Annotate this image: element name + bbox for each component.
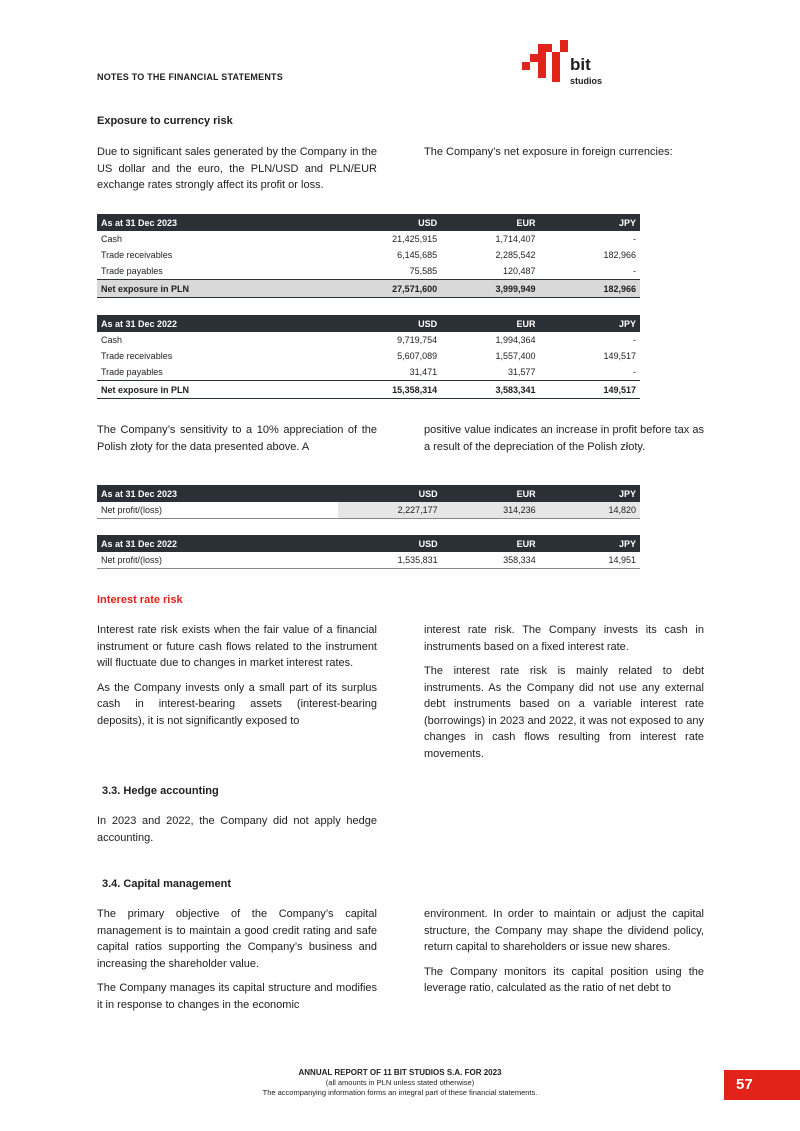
table-cell: 3,583,341: [441, 381, 539, 399]
table-header-cell: As at 31 Dec 2022: [97, 315, 338, 332]
interest-rate-left-text: Interest rate risk exists when the fair value of a financial instrument or future cash flows related to the instrument will fluctuate due to changes in market interest rates. As the Company invests only a small part of its surplus cash in interest-bearing assets (interest-bearing deposits), it is not significantly exposed to: [97, 624, 377, 727]
logo-studios-text: studios: [570, 76, 602, 86]
table-cell: -: [633, 367, 636, 377]
table-cell: 120,487: [502, 266, 536, 276]
table-cell: 27,571,600: [338, 280, 441, 298]
table-cell: 75,585: [409, 266, 438, 276]
table-cell: -: [633, 234, 636, 244]
sensitivity-right-text: positive value indicates an increase in profit before tax as a result of the depreciation of the Polish złoty.: [424, 424, 704, 453]
table-header-row: [97, 315, 640, 332]
currency-risk-right-text: The Company’s net exposure in foreign currencies:: [424, 146, 673, 158]
table-cell: Net profit/(loss): [97, 502, 338, 519]
table-cell: 314,236: [442, 502, 540, 519]
page-footer: [0, 1068, 800, 1098]
table-cell: 358,334: [442, 552, 540, 569]
table-cell: Trade receivables: [101, 250, 173, 260]
exposure-table-2022: [97, 315, 640, 399]
table-header-cell: JPY: [539, 315, 640, 332]
table-row: [97, 332, 640, 348]
table-cell: 21,425,915: [392, 234, 438, 244]
table-cell: Trade payables: [101, 266, 163, 276]
logo-bit-text: bit: [570, 55, 591, 74]
footer-note: (all amounts in PLN unless stated otherwise): [325, 1078, 475, 1087]
table-cell: Net exposure in PLN: [97, 280, 338, 298]
table-header-cell: JPY: [540, 485, 640, 502]
table-cell: 1,994,364: [495, 335, 536, 345]
table-cell: Net profit/(loss): [97, 552, 338, 569]
sensitivity-table-2022: [97, 535, 640, 569]
table-cell: 15,358,314: [338, 381, 441, 399]
table-cell: 2,285,542: [495, 250, 536, 260]
interest-rate-right-text: interest rate risk. The Company invests its cash in instruments based on a fixed interest rate. The interest rate risk is mainly related to debt instruments. As the Company did not use any external debt instruments based on a variable interest rate (borrowings) in 2023 and 2022, it was not exposed to any changes in cash flows resulting from interest rate movements.: [424, 624, 704, 760]
table-row: [97, 247, 640, 263]
table-cell: Trade payables: [101, 367, 163, 377]
sensitivity-table-2023: [97, 485, 640, 519]
table-row: [97, 552, 640, 569]
table-cell: Cash: [101, 234, 123, 244]
table-header-cell: USD: [338, 535, 441, 552]
table-cell: 1,535,831: [338, 552, 441, 569]
table-header-cell: EUR: [442, 535, 540, 552]
table-header-cell: EUR: [441, 214, 539, 231]
table-cell: 149,517: [603, 351, 636, 361]
table-row: [97, 231, 640, 247]
table-header-cell: USD: [338, 315, 441, 332]
table-cell: Cash: [101, 335, 123, 345]
table-row: [97, 348, 640, 364]
table-header-row: [97, 214, 640, 231]
table-header-cell: As at 31 Dec 2023: [97, 214, 338, 231]
table-header-row: [97, 485, 640, 502]
footer-disclaimer: The accompanying information forms an integral part of these financial statements.: [262, 1088, 538, 1097]
table-header-cell: JPY: [540, 535, 640, 552]
hedge-accounting-text: In 2023 and 2022, the Company did not apply hedge accounting.: [97, 815, 377, 844]
sensitivity-left-text: The Company’s sensitivity to a 10% appreciation of the Polish złoty for the data presented above. A: [97, 424, 377, 453]
table-total-row: [97, 280, 640, 298]
table-cell: 5,607,089: [397, 351, 438, 361]
table-cell: 2,227,177: [338, 502, 441, 519]
table-cell: -: [633, 266, 636, 276]
table-cell: 149,517: [539, 381, 640, 399]
table-cell: 1,714,407: [495, 234, 536, 244]
table-cell: -: [633, 335, 636, 345]
currency-risk-heading: Exposure to currency risk: [97, 115, 233, 127]
table-row: [97, 263, 640, 280]
table-cell: 6,145,685: [397, 250, 438, 260]
table-cell: 14,951: [540, 552, 640, 569]
table-header-cell: EUR: [442, 485, 540, 502]
interest-rate-heading: Interest rate risk: [97, 594, 183, 606]
footer-title: ANNUAL REPORT OF 11 BIT STUDIOS S.A. FOR 2023: [298, 1068, 502, 1077]
currency-risk-left-text: Due to significant sales generated by the Company in the US dollar and the euro, the PLN/USD and PLN/EUR exchange rates strongly affect its profit or loss.: [97, 146, 377, 191]
table-cell: 182,966: [539, 280, 640, 298]
section-header: NOTES TO THE FINANCIAL STATEMENTS: [97, 72, 283, 82]
hedge-accounting-heading: 3.3. Hedge accounting: [102, 785, 219, 797]
11-bit-studios-logo: [522, 40, 602, 86]
page-number: 57: [724, 1070, 800, 1100]
table-cell: Net exposure in PLN: [97, 381, 338, 399]
table-row: [97, 364, 640, 381]
table-total-row: [97, 381, 640, 399]
table-cell: 1,557,400: [495, 351, 536, 361]
table-header-cell: As at 31 Dec 2023: [97, 485, 338, 502]
table-cell: Trade receivables: [101, 351, 173, 361]
table-cell: 3,999,949: [441, 280, 539, 298]
table-header-cell: USD: [338, 214, 441, 231]
table-row: [97, 502, 640, 519]
table-header-row: [97, 535, 640, 552]
table-cell: 31,471: [409, 367, 438, 377]
table-cell: 31,577: [507, 367, 536, 377]
table-cell: 182,966: [603, 250, 636, 260]
capital-management-heading: 3.4. Capital management: [102, 878, 231, 890]
table-header-cell: As at 31 Dec 2022: [97, 535, 338, 552]
capital-management-left-text: The primary objective of the Company’s capital management is to maintain a good credit rating and safe capital ratios supporting the Company’s business and increasing the shareholder value. The Company manages its capital structure and modifies it in response to changes in the economic: [97, 908, 377, 1011]
table-header-cell: USD: [338, 485, 441, 502]
table-cell: 9,719,754: [397, 335, 438, 345]
exposure-table-2023: [97, 214, 640, 298]
capital-management-right-text: environment. In order to maintain or adjust the capital structure, the Company may shape the dividend policy, return capital to shareholders or issue new shares. The Company monitors its capital position using the leverage ratio, calculated as the ratio of net debt to: [424, 908, 704, 994]
table-header-cell: EUR: [441, 315, 539, 332]
table-cell: 14,820: [540, 502, 640, 519]
table-header-cell: JPY: [539, 214, 640, 231]
